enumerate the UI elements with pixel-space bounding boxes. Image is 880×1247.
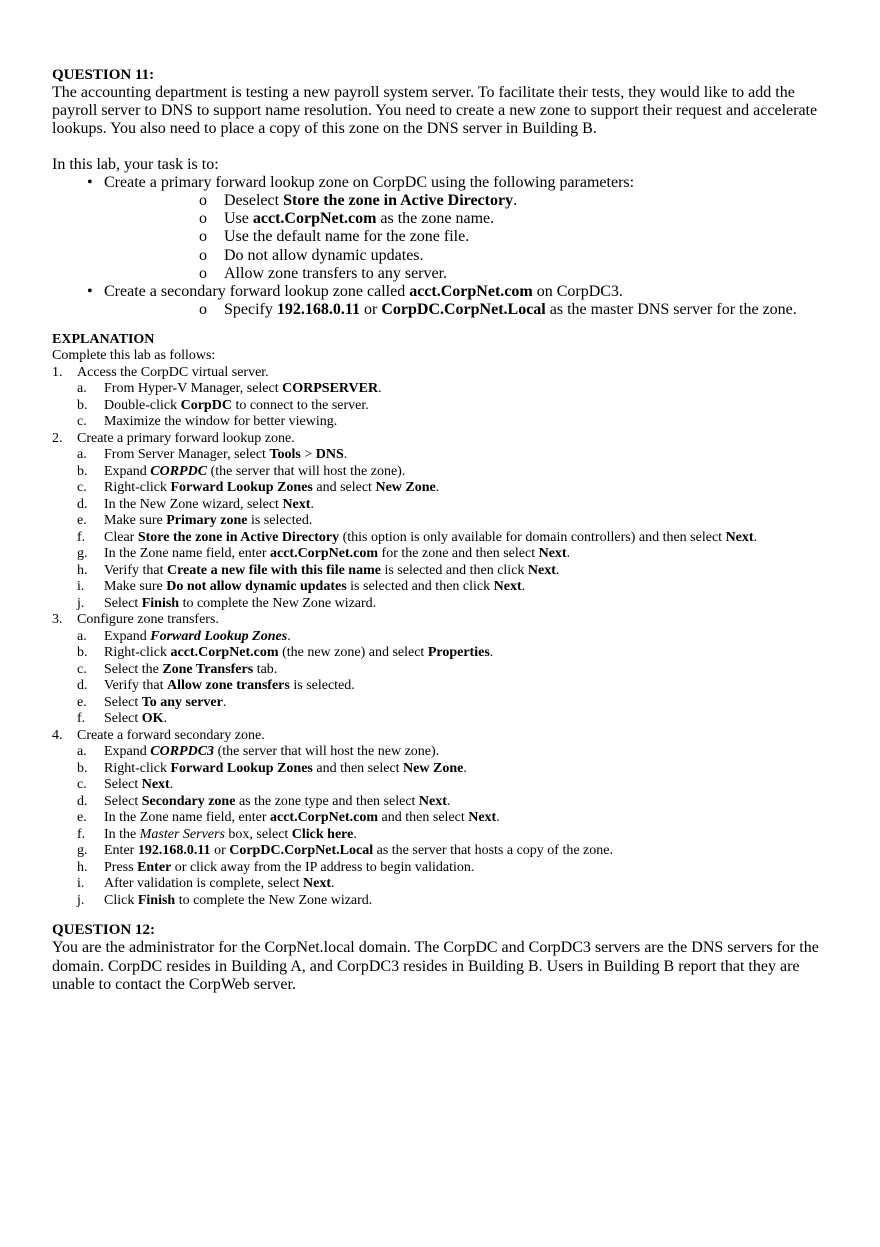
text-segment: as the zone type and then select (235, 793, 419, 809)
text-segment: Right-click (104, 760, 171, 776)
text-segment: Select (104, 711, 142, 727)
text-segment: Primary zone (166, 513, 248, 529)
text-segment: tab. (253, 661, 278, 677)
substep-item (52, 480, 832, 497)
task-subitem (104, 228, 832, 246)
text-segment: box, select (224, 826, 292, 842)
text-segment: and then select (312, 760, 404, 776)
text-segment: on CorpDC3. (532, 283, 623, 301)
substep-item (52, 711, 832, 728)
text-segment: is selected. (289, 678, 355, 694)
text-segment: In the Zone name field, enter (104, 810, 270, 826)
substep-text (104, 810, 500, 825)
text-segment: Select (104, 793, 142, 809)
text-segment: as the server that hosts a copy of the zone. (373, 843, 613, 859)
text-segment: Next (468, 810, 497, 826)
substep-item (52, 794, 832, 811)
text-segment: as the zone name. (376, 210, 495, 228)
text-segment: Expand (104, 628, 151, 644)
task-text (104, 283, 623, 300)
substep-text (104, 711, 167, 726)
substep-text (104, 530, 757, 545)
text-segment: Next (725, 529, 754, 545)
text-segment: . (496, 810, 500, 826)
document-page (52, 66, 832, 994)
text-segment: Make sure (104, 513, 167, 529)
text-segment: Next (538, 546, 567, 562)
task-subitem-text (224, 228, 469, 245)
text-segment: acct.CorpNet.com (269, 810, 379, 826)
step-text (77, 612, 219, 627)
substep-item (52, 596, 832, 613)
text-segment: CorpDC.CorpNet.Local (229, 843, 374, 859)
text-segment: . (521, 579, 526, 595)
substep-item (52, 761, 832, 778)
text-segment: Forward Lookup Zones (150, 628, 288, 644)
text-segment: Enter (137, 859, 172, 875)
task-item (52, 283, 832, 319)
substep-letter: j. (77, 595, 85, 611)
text-segment: Next (418, 793, 447, 809)
step-item (52, 728, 832, 745)
text-segment: (the server that will host the new zone). (214, 744, 440, 760)
task-list (52, 174, 832, 320)
text-segment: Next (527, 562, 556, 578)
question-12-title: QUESTION 12: (52, 922, 155, 939)
text-segment: . (555, 562, 560, 578)
task-intro: In this lab, your task is to: (52, 155, 219, 173)
substep-letter: b. (77, 463, 88, 479)
text-segment: and select (312, 480, 376, 496)
text-segment: Forward Lookup Zones (170, 480, 313, 496)
question-11-intro: The accounting department is testing a new payroll system server. To facilitate their tests, they would like to add the payroll server to DNS to support name resolution. You need to create a new zone to support their request and accelerate lookups. You also need to place a copy of this zone on the DNS server in Building B. (52, 84, 818, 138)
substep-text (104, 563, 559, 578)
substep-letter: d. (77, 678, 88, 694)
text-segment: CorpDC (180, 397, 232, 413)
text-segment: acct.CorpNet.com (170, 645, 279, 661)
task-text (104, 174, 634, 191)
text-segment: OK (141, 711, 164, 727)
substep-item (52, 695, 832, 712)
step-item (52, 431, 832, 448)
substep-item (52, 777, 832, 794)
explanation-steps (52, 365, 832, 910)
substep-item (52, 843, 832, 860)
text-segment: Forward Lookup Zones (170, 760, 313, 776)
text-segment: Maximize the window for better viewing. (104, 414, 338, 430)
text-segment: . (489, 645, 494, 661)
substep-text (104, 843, 613, 858)
substep-text (104, 546, 570, 561)
text-segment: CORPDC (150, 463, 208, 479)
text-segment: or (210, 843, 230, 859)
sub-marker: o (199, 210, 207, 228)
text-segment: > (300, 447, 316, 463)
substep-letter: h. (77, 859, 88, 875)
step-number: 2. (52, 430, 63, 446)
substep-item (52, 876, 832, 893)
step-item (52, 612, 832, 629)
text-segment: (the server that will host the zone). (207, 463, 406, 479)
text-segment: Select the (104, 661, 163, 677)
text-segment: or click away from the IP address to begin validation. (171, 859, 475, 875)
substep-item (52, 513, 832, 530)
text-segment: Click here (291, 826, 354, 842)
task-subitem (104, 192, 832, 210)
substep-letter: i. (77, 579, 85, 595)
text-segment: From Server Manager, select (104, 447, 270, 463)
task-subitem-text (224, 247, 424, 264)
text-segment: . (446, 793, 451, 809)
substep-item (52, 546, 832, 563)
text-segment: Create a forward secondary zone. (77, 727, 265, 743)
substep-text (104, 876, 335, 891)
step-text (77, 728, 265, 743)
text-segment: Create a primary forward lookup zone on CorpDC using the following parameters: (104, 173, 635, 191)
text-segment: and then select (378, 810, 469, 826)
substep-letter: c. (77, 661, 87, 677)
text-segment: Deselect (224, 192, 284, 210)
substep-text (104, 381, 382, 396)
text-segment: Make sure (104, 579, 167, 595)
text-segment: as the master DNS server for the zone. (545, 301, 797, 319)
text-segment: . (310, 496, 314, 512)
text-segment: . (435, 480, 440, 496)
substep-text (104, 695, 226, 710)
text-segment: Expand (104, 463, 151, 479)
step-text (77, 431, 295, 446)
substep-letter: f. (77, 711, 86, 727)
text-segment: or (360, 301, 382, 319)
text-segment: Expand (104, 744, 151, 760)
substep-letter: c. (77, 414, 87, 430)
substep-letter: g. (77, 843, 88, 859)
text-segment: . (513, 192, 518, 210)
substep-item (52, 398, 832, 415)
text-segment: . (753, 529, 758, 545)
text-segment: acct.CorpNet.com (409, 283, 533, 301)
substep-text (104, 827, 357, 842)
substep-letter: e. (77, 810, 87, 826)
substep-text (104, 447, 347, 462)
substep-item (52, 497, 832, 514)
bullet-marker: • (87, 283, 93, 301)
substep-text (104, 893, 372, 908)
substep-text (104, 596, 376, 611)
text-segment: To any server (141, 694, 223, 710)
text-segment: Next (141, 777, 170, 793)
text-segment: Create a secondary forward lookup zone called (104, 283, 410, 301)
substep-letter: d. (77, 496, 88, 512)
text-segment: Next (282, 496, 311, 512)
text-segment: Clear (104, 529, 138, 545)
text-segment: From Hyper-V Manager, select (104, 381, 283, 397)
text-segment: Verify that (104, 562, 167, 578)
substep-item (52, 893, 832, 910)
text-segment: 192.168.0.11 (276, 301, 360, 319)
text-segment: to connect to the server. (231, 397, 369, 413)
text-segment: Press (104, 859, 138, 875)
text-segment: . (331, 876, 335, 892)
text-segment: acct.CorpNet.com (252, 210, 377, 228)
substep-item (52, 678, 832, 695)
text-segment: is selected and then click (346, 579, 494, 595)
text-segment: Click (104, 892, 138, 908)
substep-item (52, 381, 832, 398)
substep-letter: f. (77, 529, 86, 545)
text-segment: Store the zone in Active Directory (137, 529, 340, 545)
substep-text (104, 777, 173, 792)
substep-letter: g. (77, 546, 88, 562)
substep-letter: h. (77, 562, 88, 578)
step-number: 4. (52, 727, 63, 743)
text-segment: Right-click (104, 480, 171, 496)
substep-text (104, 579, 525, 594)
text-segment: to complete the New Zone wizard. (175, 892, 373, 908)
text-segment: Do not allow dynamic updates (166, 579, 347, 595)
text-segment: DNS (315, 447, 344, 463)
text-segment: . (287, 628, 291, 644)
explanation-title: EXPLANATION (52, 332, 155, 348)
text-segment: New Zone (375, 480, 436, 496)
substep-item (52, 464, 832, 481)
task-item (52, 174, 832, 283)
text-segment: . (222, 694, 227, 710)
text-segment: Next (303, 876, 332, 892)
text-segment: (the new zone) and select (278, 645, 428, 661)
task-subitem (104, 265, 832, 283)
sub-marker: o (199, 301, 207, 319)
substep-text (104, 761, 467, 776)
text-segment: Create a primary forward lookup zone. (77, 430, 295, 446)
text-segment: Zone Transfers (162, 661, 254, 677)
substep-text (104, 480, 439, 495)
text-segment: CORPDC3 (150, 744, 215, 760)
text-segment: New Zone (403, 760, 464, 776)
task-subitem-text (224, 192, 517, 209)
substep-text (104, 629, 291, 644)
text-segment: Create a new file with this file name (166, 562, 381, 578)
question-12-intro: You are the administrator for the CorpNet.local domain. The CorpDC and CorpDC3 servers are the DNS servers for the domain. CorpDC resides in Building A, and CorpDC3 resides in Building B. Users in Building B report that they are unable to contact the CorpWeb server. (52, 939, 819, 993)
text-segment: . (343, 447, 348, 463)
text-segment: Master Servers (139, 826, 225, 842)
substep-letter: a. (77, 447, 87, 463)
task-subitem (104, 210, 832, 228)
substep-item (52, 810, 832, 827)
text-segment: Tools (269, 447, 301, 463)
substep-letter: a. (77, 381, 87, 397)
text-segment: Finish (141, 595, 180, 611)
substep-letter: b. (77, 760, 88, 776)
task-subitem-text (224, 265, 447, 282)
substep-item (52, 414, 832, 431)
text-segment: . (566, 546, 571, 562)
substep-letter: e. (77, 694, 87, 710)
substep-letter: e. (77, 513, 87, 529)
text-segment: Allow zone transfers (166, 678, 290, 694)
text-segment: In the (104, 826, 140, 842)
substep-text (104, 497, 314, 512)
substep-item (52, 645, 832, 662)
text-segment: . (353, 826, 357, 842)
text-segment: (this option is only available for domain controllers) and then select (339, 529, 726, 545)
substep-letter: c. (77, 480, 87, 496)
substep-item (52, 860, 832, 877)
text-segment: CorpDC.CorpNet.Local (381, 301, 546, 319)
substep-text (104, 398, 369, 413)
substep-text (104, 662, 277, 677)
substep-letter: f. (77, 826, 86, 842)
step-item (52, 365, 832, 382)
substep-letter: b. (77, 645, 88, 661)
substep-item (52, 629, 832, 646)
substep-item (52, 563, 832, 580)
task-subitem (104, 301, 832, 319)
substep-text (104, 678, 355, 693)
text-segment: Finish (137, 892, 176, 908)
text-segment: Access the CorpDC virtual server. (77, 364, 269, 380)
task-sublist (104, 192, 832, 283)
text-segment: Specify (224, 301, 277, 319)
substep-text (104, 860, 474, 875)
task-subitem-text (224, 210, 494, 227)
substep-item (52, 530, 832, 547)
sub-marker: o (199, 264, 207, 282)
text-segment: Allow zone transfers to any server. (224, 264, 448, 282)
text-segment: Use (224, 210, 253, 228)
text-segment: Properties (427, 645, 490, 661)
text-segment: Select (104, 595, 142, 611)
substep-letter: d. (77, 793, 88, 809)
text-segment: acct.CorpNet.com (269, 546, 379, 562)
substep-text (104, 744, 439, 759)
step-number: 3. (52, 612, 63, 628)
text-segment: . (378, 381, 382, 397)
task-subitem-text (224, 301, 797, 318)
substep-item (52, 744, 832, 761)
substep-letter: c. (77, 777, 87, 793)
text-segment: . (163, 711, 167, 727)
text-segment: After validation is complete, select (104, 876, 304, 892)
text-segment: Use the default name for the zone file. (224, 228, 470, 246)
substep-letter: b. (77, 397, 88, 413)
substep-item (52, 447, 832, 464)
explanation-intro: Complete this lab as follows: (52, 348, 216, 364)
sub-marker: o (199, 228, 207, 246)
substep-letter: a. (77, 744, 87, 760)
substep-text (104, 645, 493, 660)
step-number: 1. (52, 364, 63, 380)
text-segment: In the New Zone wizard, select (104, 496, 283, 512)
text-segment: Select (104, 694, 142, 710)
bullet-marker: • (87, 173, 93, 191)
substep-text (104, 513, 312, 528)
text-segment: Do not allow dynamic updates. (224, 246, 424, 264)
substep-item (52, 579, 832, 596)
substep-letter: a. (77, 628, 87, 644)
text-segment: Double-click (104, 397, 181, 413)
text-segment: is selected and then click (380, 562, 528, 578)
text-segment: Configure zone transfers. (77, 612, 219, 628)
text-segment: Store the zone in Active Directory (283, 192, 514, 210)
substep-item (52, 662, 832, 679)
step-text (77, 365, 269, 380)
text-segment: Secondary zone (141, 793, 236, 809)
substep-letter: j. (77, 892, 85, 908)
text-segment: CORPSERVER (282, 381, 379, 397)
substep-letter: i. (77, 876, 85, 892)
task-subitem (104, 247, 832, 265)
text-segment: Select (104, 777, 142, 793)
text-segment: Next (493, 579, 522, 595)
substep-text (104, 464, 405, 479)
text-segment: is selected. (247, 513, 313, 529)
text-segment: for the zone and then select (378, 546, 539, 562)
text-segment: . (463, 760, 467, 776)
sub-marker: o (199, 246, 207, 264)
task-sublist (104, 301, 832, 319)
text-segment: Right-click (104, 645, 171, 661)
text-segment: 192.168.0.11 (137, 843, 211, 859)
question-11-title: QUESTION 11: (52, 67, 155, 83)
text-segment: Enter (104, 843, 138, 859)
text-segment: In the Zone name field, enter (104, 546, 270, 562)
substep-item (52, 827, 832, 844)
substep-text (104, 794, 450, 809)
text-segment: to complete the New Zone wizard. (179, 595, 377, 611)
text-segment: . (169, 777, 174, 793)
substep-text (104, 414, 337, 429)
sub-marker: o (199, 192, 207, 210)
text-segment: Verify that (104, 678, 167, 694)
